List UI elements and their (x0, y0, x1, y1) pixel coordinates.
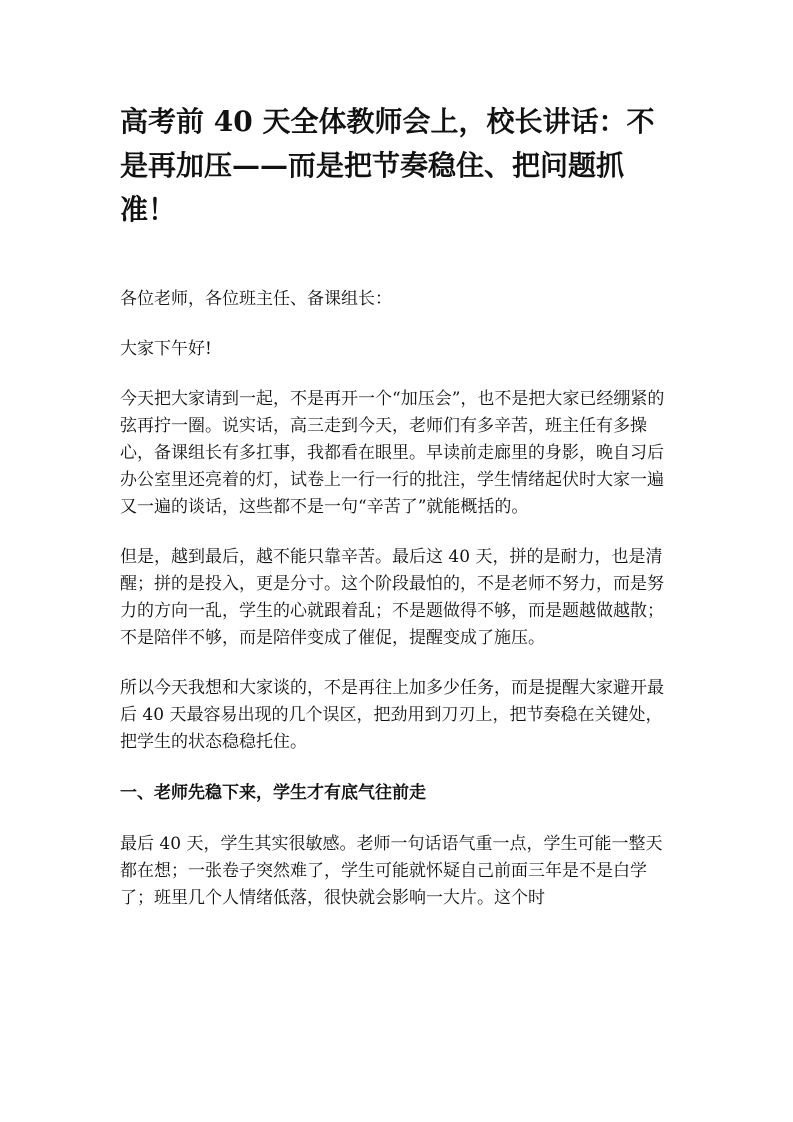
greeting-paragraph: 各位老师，各位班主任、备课组长： (120, 289, 392, 309)
paragraph-spacer (120, 756, 676, 780)
section-paragraph: 最后 40 天，学生其实很敏感。老师一句话语气重一点，学生可能一整天都在想；一张卷子突然难了，学生可能就怀疑自己前面三年是不是白学了；班里几个人情绪低落，很快就会影响一大片。这个时 (120, 834, 663, 908)
paragraph-spacer (120, 807, 676, 831)
body-paragraph-3: 所以今天我想和大家谈的，不是再往上加多少任务，而是提醒大家避开最后 40 天最容易出现的几个误区，把劲用到刀刃上，把节奏稳在关键处，把学生的状态稳稳托住。 (120, 678, 664, 752)
paragraph-spacer (120, 313, 676, 336)
title-spacer (120, 232, 676, 286)
body-paragraph-2: 但是，越到最后，越不能只靠辛苦。最后这 40 天，拼的是耐力，也是清醒；拼的是投入，更是分寸。这个阶段最怕的，不是老师不努力，而是努力的方向一乱，学生的心就跟着乱；不是题做得不够，而是题越做越散；不是陪伴不够，而是陪伴变成了催促，提醒变成了施压。 (120, 547, 664, 648)
section-heading: 一、老师先稳下来，学生才有底气往前走 (120, 783, 426, 803)
paragraph-spacer (120, 363, 676, 386)
paragraph-spacer (120, 521, 676, 544)
opening-paragraph: 大家下午好! (120, 339, 212, 359)
document-title: 高考前 40 天全体教师会上，校长讲话：不是再加压——而是把节奏稳住、把问题抓准！ (120, 105, 655, 226)
document-content (120, 100, 676, 912)
paragraph-spacer (120, 652, 676, 675)
body-paragraph-1: 今天把大家请到一起，不是再开一个“加压会”，也不是把大家已经绷紧的弦再拧一圈。说实话，高三走到今天，老师们有多辛苦，班主任有多操心，备课组长有多扛事，我都看在眼里。早读前走廊里的身影，晚自习后办公室里还亮着的灯，试卷上一行一行的批注，学生情绪起伏时大家一遍又一遍的谈话，这些都不是一句“辛苦了”就能概括的。 (120, 389, 665, 517)
